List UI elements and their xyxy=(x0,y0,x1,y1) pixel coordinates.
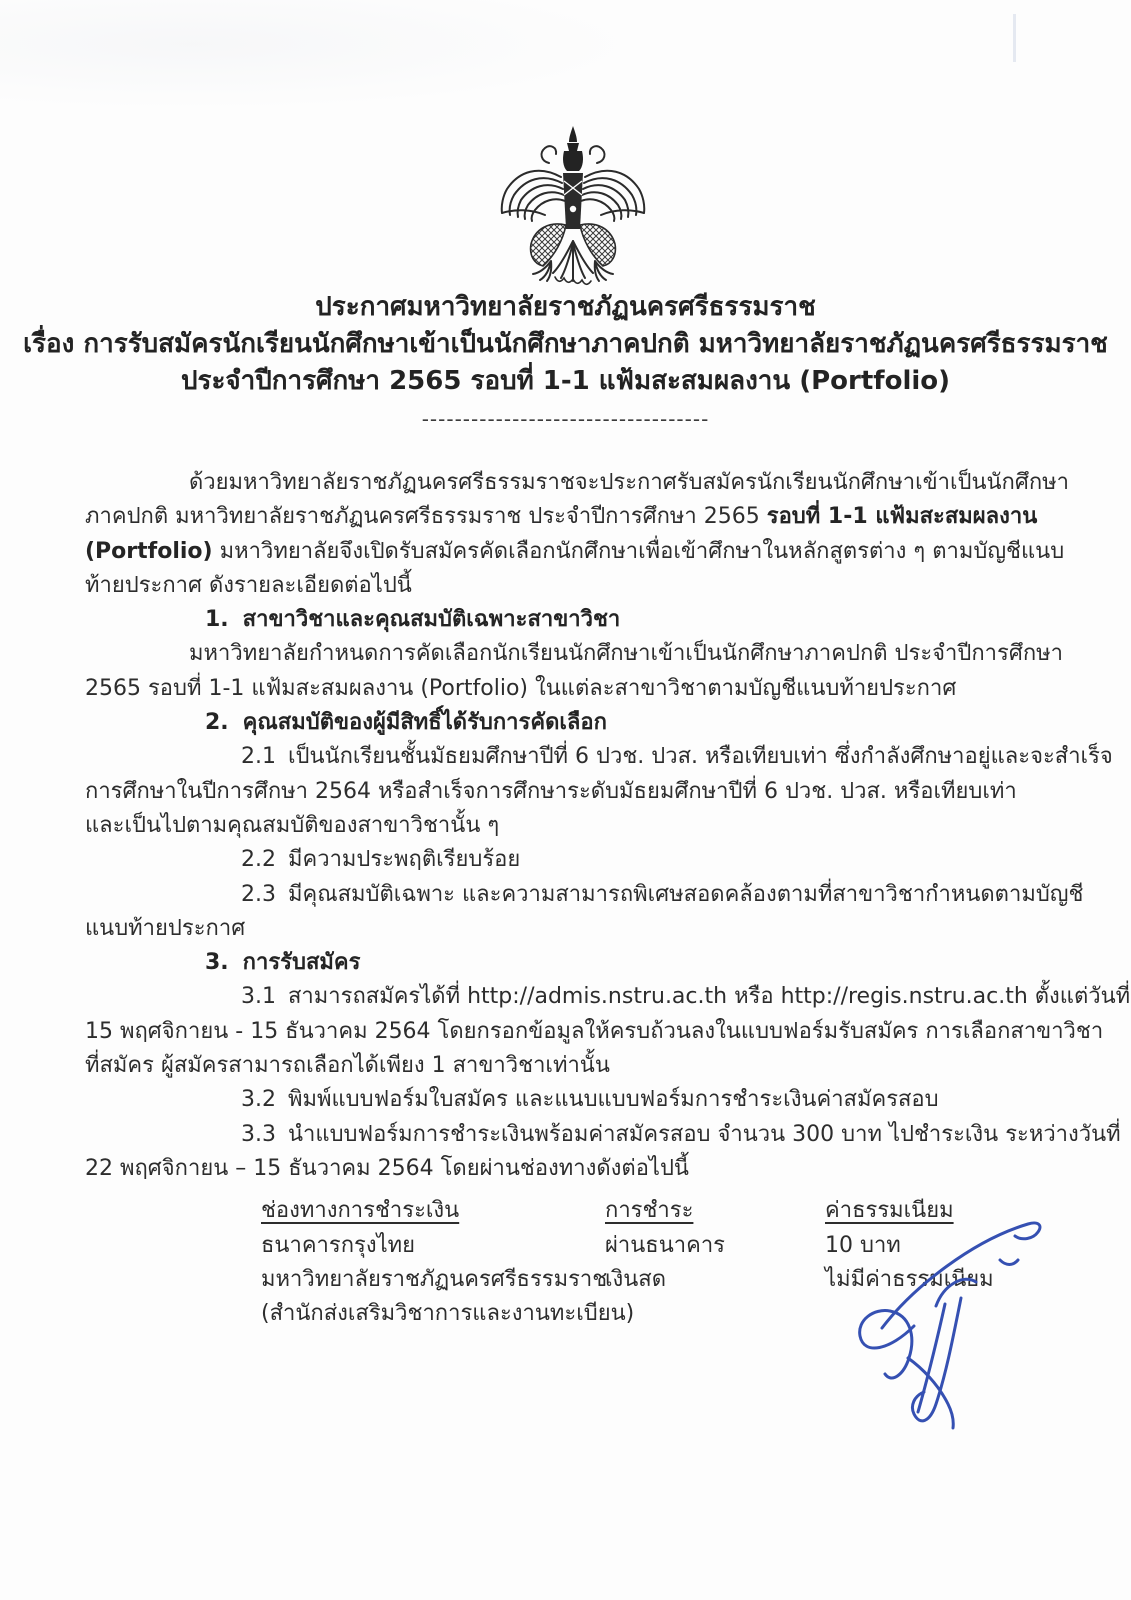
announcement-year-round: ประจำปีการศึกษา 2565 รอบที่ 1-1 แฟ้มสะสมผลงาน (Portfolio) xyxy=(180,366,951,396)
item-2-2: 2.2 มีความประพฤติเรียบร้อย xyxy=(241,847,521,873)
payment-fee: 10 บาท xyxy=(825,1232,901,1258)
item-2-1: และเป็นไปตามคุณสมบัติของสาขาวิชานั้น ๆ xyxy=(85,812,500,838)
payment-channel: ธนาคารกรุงไทย xyxy=(261,1232,416,1258)
payment-col-channel-header: ช่องทางการชำระเงิน xyxy=(261,1198,460,1224)
announcement-subject: เรื่อง การรับสมัครนักเรียนนักศึกษาเข้าเป็นนักศึกษาภาคปกติ มหาวิทยาลัยราชภัฏนครศรีธรรมราช xyxy=(23,329,1108,359)
intro-line: ภาคปกติ มหาวิทยาลัยราชภัฏนครศรีธรรมราช ประจำปีการศึกษา 2565 รอบที่ 1-1 แฟ้มสะสมผลงาน xyxy=(85,504,1038,530)
dashed-separator: ----------------------------------- xyxy=(421,407,710,431)
item-3-1: 3.1 สามารถสมัครได้ที่ http://admis.nstru.ac.th หรือ http://regis.nstru.ac.th ตั้งแต่วันที่ xyxy=(241,984,1131,1010)
item-3-2: 3.2 พิมพ์แบบฟอร์มใบสมัคร และแนบแบบฟอร์มการชำระเงินค่าสมัครสอบ xyxy=(241,1087,939,1113)
payment-col-method-header: การชำระ xyxy=(605,1198,694,1224)
title-block xyxy=(0,289,1131,429)
handwritten-signature xyxy=(852,1208,1057,1433)
payment-method: เงินสด xyxy=(605,1266,667,1292)
section-2-heading: 2. คุณสมบัติของผู้มีสิทธิ์ได้รับการคัดเลือก xyxy=(205,710,607,736)
intro-line: (Portfolio) มหาวิทยาลัยจึงเปิดรับสมัครคัดเลือกนักศึกษาเพื่อเข้าศึกษาในหลักสูตรต่าง ๆ ตามบัญชีแนบ xyxy=(85,538,1065,564)
payment-method xyxy=(605,1297,825,1331)
item-3-3: 3.3 นำแบบฟอร์มการชำระเงินพร้อมค่าสมัครสอบ จำนวน 300 บาท ไปชำระเงิน ระหว่างวันที่ xyxy=(241,1121,1121,1147)
item-2-1: 2.1 เป็นนักเรียนชั้นมัธยมศึกษาปีที่ 6 ปวช. ปวส. หรือเทียบเท่า ซึ่งกำลังศึกษาอยู่และจะสำเร็จ xyxy=(241,744,1113,770)
item-2-3: 2.3 มีคุณสมบัติเฉพาะ และความสามารถพิเศษสอดคล้องตามที่สาขาวิชากำหนดตามบัญชี xyxy=(241,881,1084,907)
intro-line: ด้วยมหาวิทยาลัยราชภัฏนครศรีธรรมราชจะประกาศรับสมัครนักเรียนนักศึกษาเข้าเป็นนักศึกษา xyxy=(189,470,1069,495)
scan-artifact-line xyxy=(1013,14,1016,62)
section-1-text: 2565 รอบที่ 1-1 แฟ้มสะสมผลงาน (Portfolio) ในแต่ละสาขาวิชาตามบัญชีแนบท้ายประกาศ xyxy=(85,675,957,701)
payment-col-fee-header: ค่าธรรมเนียม xyxy=(825,1198,954,1224)
item-3-1: 15 พฤศจิกายน - 15 ธันวาคม 2564 โดยกรอกข้อมูลให้ครบถ้วนลงในแบบฟอร์มรับสมัคร การเลือกสาขาวิชา xyxy=(85,1018,1104,1044)
payment-method: ผ่านธนาคาร xyxy=(605,1232,725,1258)
section-3-heading: 3. การรับสมัคร xyxy=(205,950,361,976)
item-2-1: การศึกษาในปีการศึกษา 2564 หรือสำเร็จการศึกษาระดับมัธยมศึกษาปีที่ 6 ปวช. ปวส. หรือเทียบเท่า xyxy=(85,778,1017,804)
document-body xyxy=(85,466,1131,1331)
intro-line: ท้ายประกาศ ดังรายละเอียดต่อไปนี้ xyxy=(85,572,412,598)
section-1-heading: 1. สาขาวิชาและคุณสมบัติเฉพาะสาขาวิชา xyxy=(205,607,621,633)
garuda-emblem-icon xyxy=(497,124,649,288)
payment-channel: (สำนักส่งเสริมวิชาการและงานทะเบียน) xyxy=(261,1301,635,1327)
payment-channel: มหาวิทยาลัยราชภัฏนครศรีธรรมราช xyxy=(261,1266,608,1292)
section-1-text: มหาวิทยาลัยกำหนดการคัดเลือกนักเรียนนักศึกษาเข้าเป็นนักศึกษาภาคปกติ ประจำปีการศึกษา xyxy=(189,641,1063,667)
item-2-3: แนบท้ายประกาศ xyxy=(85,915,246,941)
item-3-1: ที่สมัคร ผู้สมัครสามารถเลือกได้เพียง 1 สาขาวิชาเท่านั้น xyxy=(85,1053,610,1079)
item-3-3: 22 พฤศจิกายน – 15 ธันวาคม 2564 โดยผ่านช่องทางดังต่อไปนี้ xyxy=(85,1155,689,1181)
announcement-title: ประกาศมหาวิทยาลัยราชภัฏนครศรีธรรมราช xyxy=(315,292,816,322)
payment-fee: ไม่มีค่าธรรมเนียม xyxy=(825,1266,994,1292)
scan-mottle xyxy=(0,0,640,110)
